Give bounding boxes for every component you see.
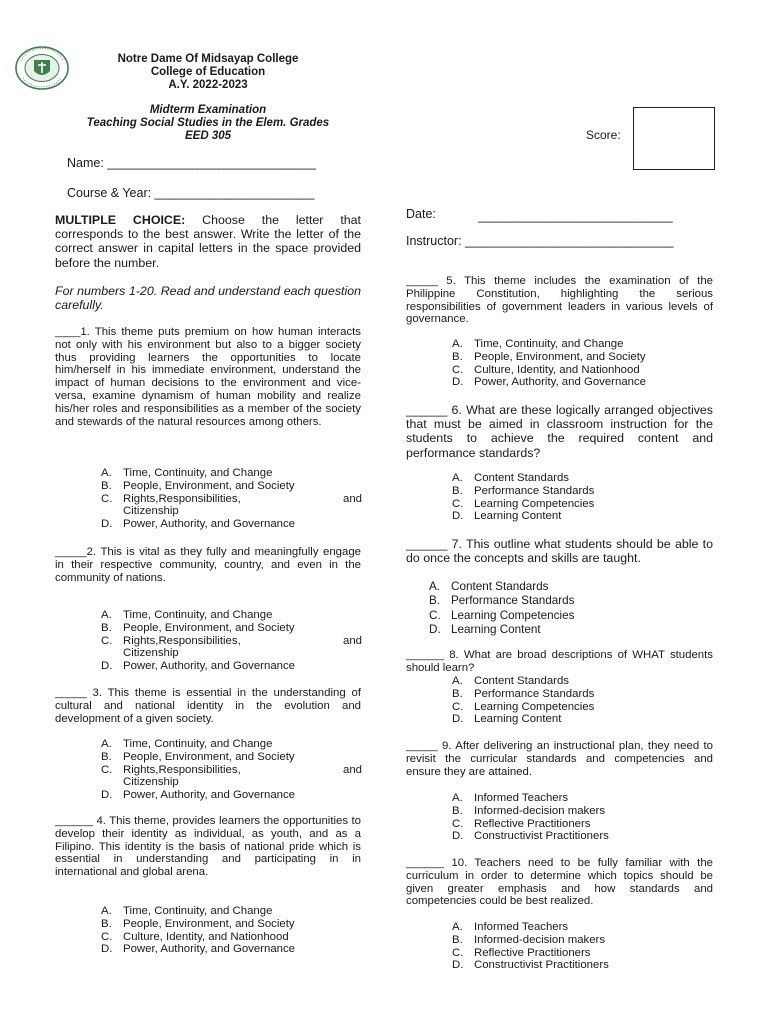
question-5-text: _____ 5. This theme includes the examination of the Philippine Constitution, highlighting the serious responsibilities of government leaders in various levels of governance. xyxy=(406,275,713,326)
option-b[interactable]: B. People, Environment, and Society xyxy=(101,750,295,763)
option-b[interactable]: B. Informed-decision makers xyxy=(452,933,606,946)
option-a[interactable]: A. Content Standards xyxy=(429,580,549,593)
instructions-heading: MULTIPLE CHOICE: xyxy=(55,213,186,227)
option-a[interactable]: A. Informed Teachers xyxy=(452,792,569,804)
option-a[interactable]: A. Time, Continuity, and Change xyxy=(101,609,273,621)
option-a[interactable]: A. Time, Continuity, and Change xyxy=(101,467,273,479)
question-3-text: _____ 3. This theme is essential in the understanding of cultural and national identity in the evolution and development of a given society. xyxy=(55,687,361,725)
question-3-options xyxy=(101,738,362,802)
question-8-options xyxy=(452,675,714,726)
question-6-options xyxy=(452,472,714,523)
option-b[interactable]: B. Performance Standards xyxy=(452,687,595,700)
score-label: Score: xyxy=(586,128,621,142)
question-10-text: ______ 10. Teachers need to be fully familiar with the curriculum in order to determine which topics should be given greater emphasis and how standards and competencies could be best realized. xyxy=(406,857,713,908)
date-field[interactable]: ____________________________ xyxy=(478,209,673,223)
option-a[interactable]: A. Time, Continuity, and Change xyxy=(101,905,273,917)
date-label: Date: xyxy=(406,207,436,221)
subject-title: Teaching Social Studies in the Elem. Grades xyxy=(86,117,330,129)
option-b[interactable]: B. People, Environment, and Society xyxy=(452,350,646,363)
option-d[interactable]: D. Learning Content xyxy=(429,622,541,636)
question-1-options xyxy=(101,467,362,531)
option-a[interactable]: A. Time, Continuity, and Change xyxy=(452,338,624,350)
question-2-text: _____2. This is vital as they fully and meaningfully engage in their respective community, country, and even in the community of nations. xyxy=(55,546,361,584)
question-9-text: _____ 9. After delivering an instructional plan, they need to revisit the curricular standards and competencies and ensure they are attained. xyxy=(406,740,713,778)
option-d[interactable]: D. Power, Authority, and Governance xyxy=(101,518,296,531)
score-box[interactable] xyxy=(633,107,715,170)
option-d[interactable]: D. Power, Authority, and Governance xyxy=(452,376,647,389)
question-2-options xyxy=(101,609,362,673)
option-c[interactable]: C. Reflective Practitioners xyxy=(452,817,591,830)
question-8-text: ______ 8. What are broad descriptions of WHAT students should learn? xyxy=(406,649,713,674)
option-b[interactable]: B. Performance Standards xyxy=(452,484,595,497)
option-c[interactable]: C. Culture, Identity, and Nationhood xyxy=(101,930,289,943)
question-4-options xyxy=(101,905,362,956)
option-c[interactable]: C. Learning Competencies xyxy=(452,497,595,510)
instructor-field[interactable]: Instructor: ______________________________ xyxy=(406,234,674,248)
instructions-text: Choose the letter that corresponds to the best answer. Write the letter of the correct answer in capital letters in the space provided before the number. xyxy=(55,213,361,270)
name-field[interactable]: Name: ______________________________ xyxy=(67,156,316,170)
option-c[interactable]: C. Rights,Responsibilities, and Citizenship xyxy=(101,634,362,660)
option-d[interactable]: D. Power, Authority, and Governance xyxy=(101,660,296,673)
option-a[interactable]: A. Content Standards xyxy=(452,472,569,484)
exam-title: Midterm Examination xyxy=(149,104,267,116)
school-name: Notre Dame Of Midsayap College xyxy=(117,53,299,65)
option-d[interactable]: D. Constructivist Practitioners xyxy=(452,830,609,843)
option-c[interactable]: C. Learning Competencies xyxy=(452,700,595,713)
college-seal-logo xyxy=(15,46,69,90)
instructions xyxy=(55,213,361,270)
option-d[interactable]: D. Constructivist Practitioners xyxy=(452,959,609,972)
option-c[interactable]: C. Learning Competencies xyxy=(429,608,575,622)
option-d[interactable]: D. Learning Content xyxy=(452,510,562,523)
option-b[interactable]: B. People, Environment, and Society xyxy=(101,917,295,930)
course-year-field[interactable]: Course & Year: _______________________ xyxy=(67,186,315,200)
option-b[interactable]: B. Informed-decision makers xyxy=(452,804,606,817)
option-c[interactable]: C. Reflective Practitioners xyxy=(452,946,591,959)
question-6-text: ______ 6. What are these logically arranged objectives that must be aimed in classroom instruction for the students to achieve the required content and performance standards? xyxy=(406,403,713,460)
instructions-note: For numbers 1-20. Read and understand each question carefully. xyxy=(55,284,361,313)
course-code: EED 305 xyxy=(184,130,232,142)
question-4-text: ______ 4. This theme, provides learners the opportunities to develop their identity as individual, as youth, and as a Filipino. This identity is the basis of national pride which is essential in understanding and participating in in international and global arena. xyxy=(55,815,361,879)
question-7-text: ______ 7. This outline what students should be able to do once the concepts and skills are taught. xyxy=(406,537,713,566)
option-c[interactable]: C. Rights,Responsibilities, and Citizenship xyxy=(101,492,362,518)
option-a[interactable]: A. Time, Continuity, and Change xyxy=(101,738,273,750)
option-d[interactable]: D. Learning Content xyxy=(452,713,562,726)
question-10-options xyxy=(452,921,714,972)
question-9-options xyxy=(452,792,714,843)
option-c[interactable]: C. Culture, Identity, and Nationhood xyxy=(452,363,640,376)
option-d[interactable]: D. Power, Authority, and Governance xyxy=(101,943,296,956)
option-a[interactable]: A. Content Standards xyxy=(452,675,569,687)
option-c[interactable]: C. Rights,Responsibilities, and Citizenship xyxy=(101,763,362,789)
question-5-options xyxy=(452,338,714,389)
option-a[interactable]: A. Informed Teachers xyxy=(452,921,569,933)
option-b[interactable]: B. Performance Standards xyxy=(429,594,575,608)
question-7-options xyxy=(429,580,691,637)
option-b[interactable]: B. People, Environment, and Society xyxy=(101,621,295,634)
question-1-text: ____1. This theme puts premium on how human interacts not only with his environment but also to a bigger society thus providing learners the opportunities to locate him/herself in his immediate environment, understand the impact of human decisions to the environment and vice-versa, examine dynamism of human mobility and realize his/her roles and responsibilities as a member of the society and stewards of the natural resources among others. xyxy=(55,326,361,428)
option-b[interactable]: B. People, Environment, and Society xyxy=(101,479,295,492)
academic-year: A.Y. 2022-2023 xyxy=(168,79,248,91)
option-d[interactable]: D. Power, Authority, and Governance xyxy=(101,789,296,802)
college-name: College of Education xyxy=(150,66,266,78)
